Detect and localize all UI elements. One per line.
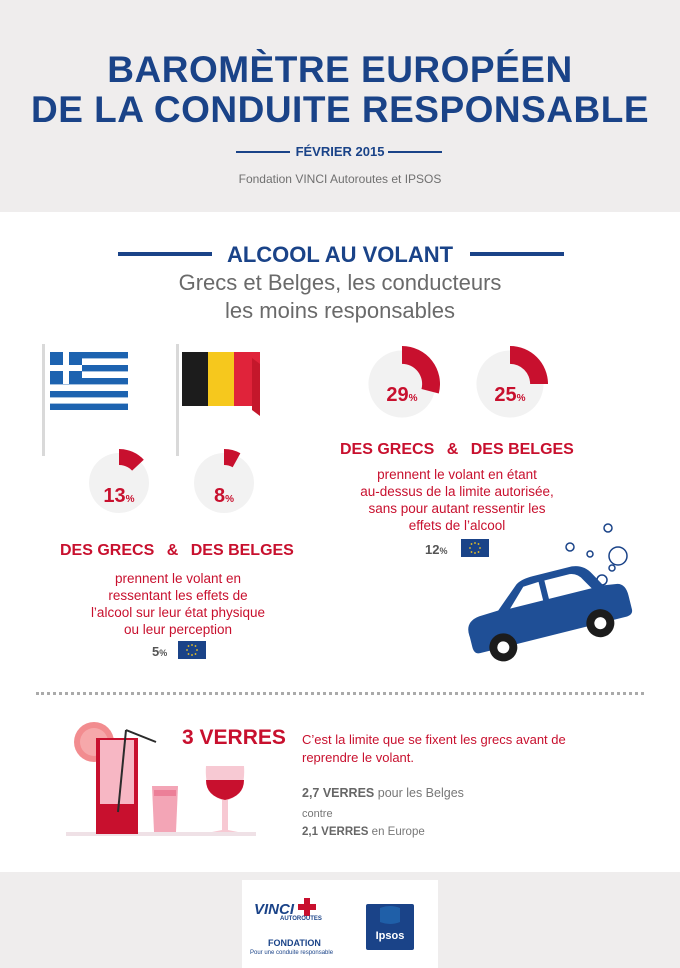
stat-value-belgians-25: 25% <box>494 384 526 406</box>
left-heading: DES GRECS & DES BELGES <box>60 542 294 559</box>
left-desc-line1: prennent le volant en <box>114 571 242 586</box>
tilted-car-icon <box>452 520 642 670</box>
right-eu-stat: 12% <box>425 542 448 557</box>
greece-flag-icon <box>40 344 132 456</box>
vinci-cross-icon <box>298 898 316 916</box>
stat-value-greeks-29: 29% <box>386 384 418 406</box>
left-description <box>60 570 296 638</box>
section-divider <box>36 692 644 695</box>
fondation-sub: Pour une conduite responsable <box>250 950 334 956</box>
left-desc-line4: ou leur perception <box>123 622 233 637</box>
date-text: FÉVRIER 2015 <box>295 144 385 159</box>
stat-circle-greeks-13 <box>85 449 153 517</box>
main-title-line1: BAROMÈTRE EUROPÉEN <box>107 49 573 90</box>
ipsos-text: Ipsos <box>375 930 405 942</box>
belgium-flag-icon <box>174 344 266 456</box>
section-title: ALCOOL AU VOLANT <box>226 242 454 267</box>
stat-value-belgians-8: 8% <box>213 485 235 507</box>
right-desc-line4: effets de l’alcool <box>408 518 506 533</box>
verres-contre: contre <box>302 808 333 820</box>
left-eu-stat: 5% <box>152 644 168 659</box>
right-desc-line2: au-dessus de la limite autorisée, <box>360 484 554 499</box>
ipsos-shape-icon <box>366 904 414 928</box>
section-subtitle-line2: les moins responsables <box>225 298 455 323</box>
vinci-logo: VINCI <box>254 898 316 919</box>
right-desc-line3: sans pour autant ressentir les <box>368 501 546 516</box>
eu-flag-icon <box>178 641 206 659</box>
verres-europe: 2,1 VERRES en Europe <box>302 826 425 838</box>
verres-belgians: 2,7 VERRES pour les Belges <box>302 786 464 800</box>
stat-value-greeks-13: 13% <box>103 485 135 507</box>
right-heading: DES GRECS & DES BELGES <box>340 441 574 458</box>
date-line-right <box>388 151 442 153</box>
ipsos-logo <box>366 904 414 950</box>
left-desc-line3: l’alcool sur leur état physique <box>90 605 266 620</box>
section-subtitle-line1: Grecs et Belges, les conducteurs <box>178 270 502 295</box>
stat-circle-belgians-25 <box>472 346 548 422</box>
date-row <box>0 144 680 160</box>
verres-title: 3 VERRES <box>182 726 286 749</box>
authors-text: Fondation VINCI Autoroutes et IPSOS <box>238 172 442 186</box>
stat-circle-belgians-8 <box>190 449 258 517</box>
verres-text: C’est la limite que se fixent les grecs avant de reprendre le volant. <box>302 732 566 765</box>
fondation-label: FONDATION <box>268 938 321 948</box>
footer-logos <box>242 880 438 968</box>
section-title-line-right <box>470 252 564 256</box>
stat-circle-greeks-29 <box>364 346 440 422</box>
left-desc-line2: ressentant les effets de <box>108 588 248 603</box>
main-title-line2: DE LA CONDUITE RESPONSABLE <box>30 89 650 130</box>
vinci-sub: AUTOROUTES <box>280 916 322 922</box>
right-desc-line1: prennent le volant en étant <box>377 467 537 482</box>
